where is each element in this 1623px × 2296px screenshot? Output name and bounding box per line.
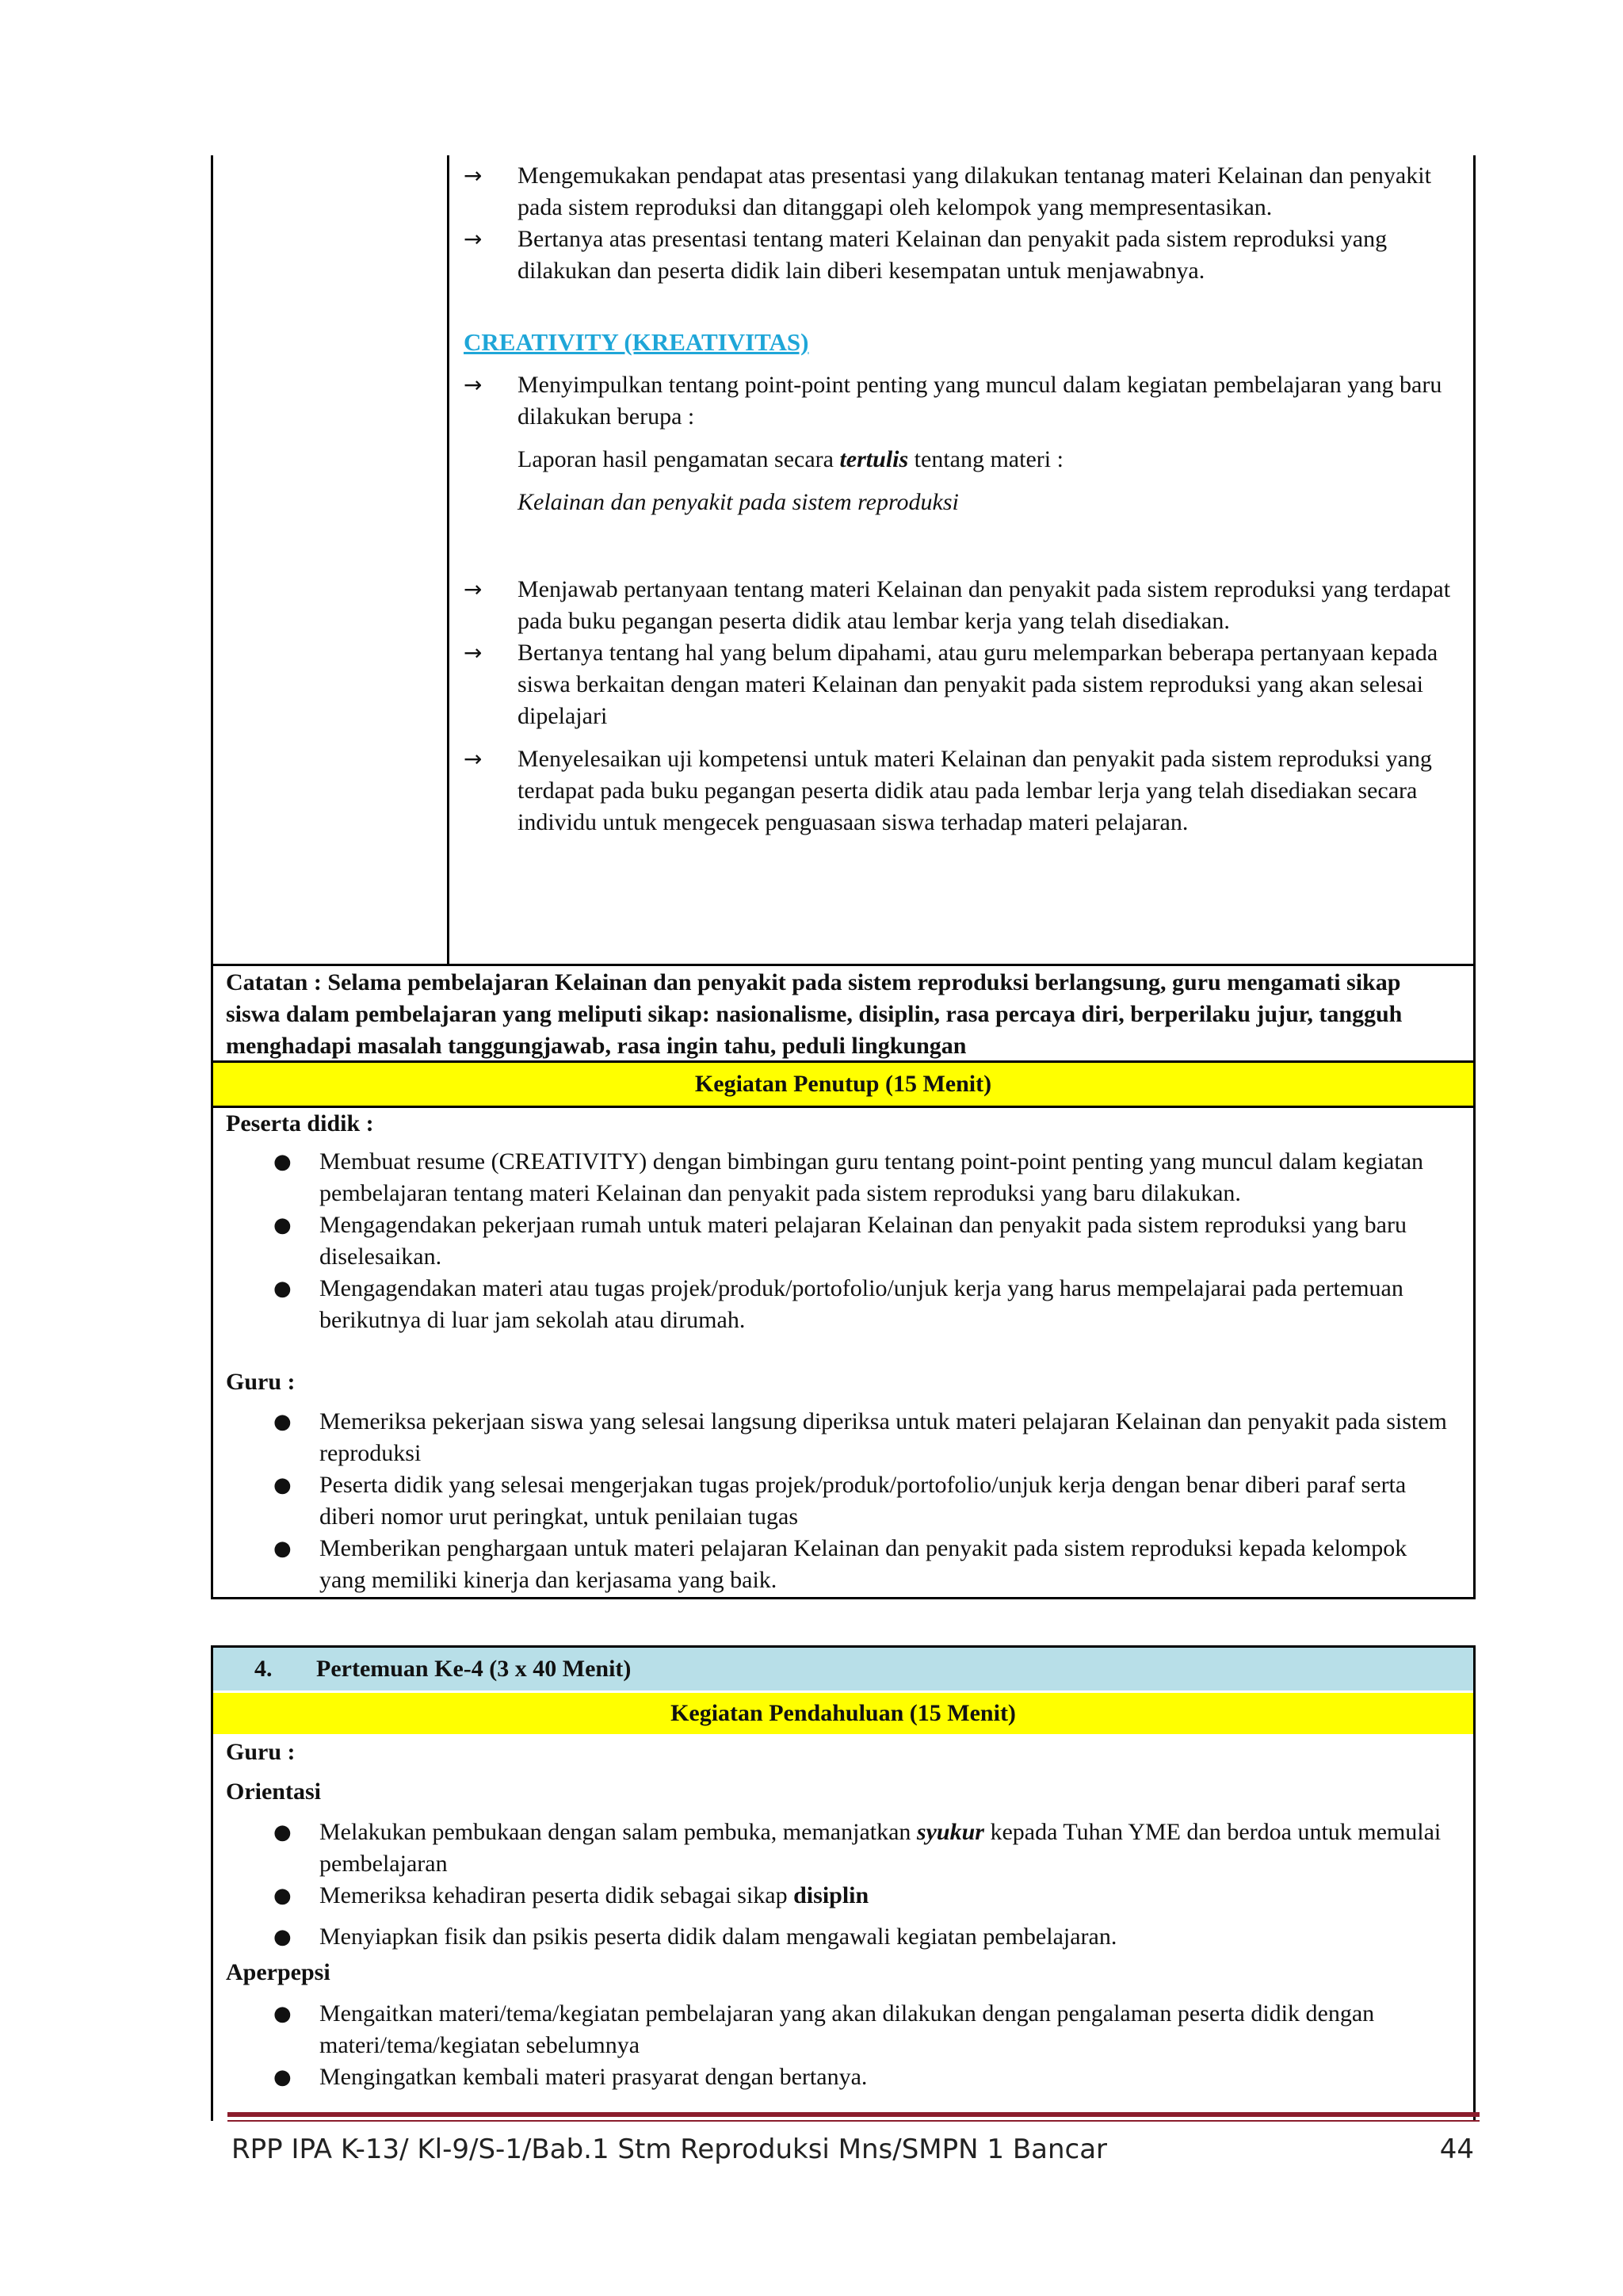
pertemuan-title: Pertemuan Ke-4 (3 x 40 Menit) [316, 1656, 632, 1682]
pertemuan-header [213, 1648, 1473, 1690]
footer-title: RPP IPA K-13/ Kl-9/S-1/Bab.1 Stm Reproduksi Mns/SMPN 1 Bancar [231, 2134, 1108, 2165]
lesson-table-pertemuan [211, 1645, 1476, 2121]
list-item: ● Memeriksa kehadiran peserta didik sebagai sikap disiplin [273, 1880, 1454, 1912]
arrow-icon: → [464, 372, 483, 398]
activity-content [464, 160, 1462, 839]
orientasi-list [273, 1817, 1454, 1953]
report-topic: Kelainan dan penyakit pada sistem reproduksi [517, 489, 959, 515]
note-text: Catatan : Selama pembelajaran Kelainan dan penyakit pada sistem reproduksi berlangsung, guru mengamati sikap siswa dalam pembelajaran yang meliputi sikap: nasionalisme, disiplin, rasa percaya diri, berperilaku jujur, tangguh menghadapi masalah tanggungjawab, rasa ingin tahu, peduli lingkungan [226, 969, 1403, 1059]
peserta-list [273, 1146, 1454, 1336]
bullet-icon: ● [273, 1213, 292, 1237]
list-item: ● Mengaitkan materi/tema/kegiatan pembelajaran yang akan dilakukan dengan pengalaman peserta didik dengan materi/tema/kegiatan sebelumnya [273, 1998, 1454, 2061]
bullet-icon: ● [273, 1473, 292, 1497]
list-item: → Bertanya atas presentasi tentang materi Kelainan dan penyakit pada sistem reproduksi yang dilakukan dan peserta didik lain diberi kesempatan untuk menjawabnya. [464, 223, 1462, 287]
list-item: ● Memeriksa pekerjaan siswa yang selesai langsung diperiksa untuk materi pelajaran Kelainan dan penyakit pada sistem reproduksi [273, 1406, 1454, 1469]
footer-rule [227, 2112, 1480, 2117]
bullet-icon: ● [273, 1537, 292, 1561]
bullet-icon: ● [273, 1820, 292, 1844]
footer-rule [227, 2120, 1480, 2122]
guru-label: Guru : [226, 1739, 296, 1765]
report-line: Laporan hasil pengamatan secara tertulis tentang materi : [517, 446, 1064, 472]
bullet-icon: ● [273, 2065, 292, 2089]
bullet-icon: ● [273, 1410, 292, 1434]
creativity-heading: CREATIVITY (KREATIVITAS) [464, 328, 809, 356]
list-item: ● Melakukan pembukaan dengan salam pembuka, memanjatkan syukur kepada Tuhan YME dan berdoa untuk memulai pembelajaran [273, 1817, 1454, 1880]
bullet-icon: ● [273, 2002, 292, 2026]
list-item: → Menyelesaikan uji kompetensi untuk materi Kelainan dan penyakit pada sistem reproduksi yang terdapat pada buku pegangan peserta didik atau pada lembar lerja yang telah disediakan secara individu untuk mengecek penguasaan siswa terhadap materi pelajaran. [464, 743, 1462, 839]
aperpepsi-list [273, 1998, 1454, 2093]
guru-list [273, 1406, 1454, 1596]
arrow-icon: → [464, 576, 483, 602]
row-divider [213, 964, 1473, 966]
orientasi-label: Orientasi [226, 1778, 321, 1805]
pertemuan-number: 4. [254, 1656, 273, 1682]
pendahuluan-header: Kegiatan Pendahuluan (15 Menit) [213, 1693, 1473, 1734]
list-item: ● Mengagendakan pekerjaan rumah untuk materi pelajaran Kelainan dan penyakit pada sistem reproduksi yang baru diselesaikan. [273, 1209, 1454, 1273]
arrow-icon: → [464, 640, 483, 666]
list-item: → Bertanya tentang hal yang belum dipahami, atau guru melemparkan beberapa pertanyaan kepada siswa berkaitan dengan materi Kelainan dan penyakit pada sistem reproduksi yang akan selesai dipelajari [464, 637, 1462, 732]
aperpepsi-label: Aperpepsi [226, 1959, 330, 1985]
list-item: → Menyimpulkan tentang point-point penting yang muncul dalam kegiatan pembelajaran yang baru dilakukan berupa : [464, 369, 1462, 433]
page-number: 44 [1439, 2134, 1474, 2165]
bullet-icon: ● [273, 1884, 292, 1908]
penutup-header: Kegiatan Penutup (15 Menit) [213, 1063, 1473, 1106]
guru-label: Guru : [226, 1369, 296, 1395]
list-item: ● Peserta didik yang selesai mengerjakan tugas projek/produk/portofolio/unjuk kerja dengan benar diberi paraf serta diberi nomor urut peringkat, untuk penilaian tugas [273, 1469, 1454, 1533]
list-item: → Mengemukakan pendapat atas presentasi yang dilakukan tentanag materi Kelainan dan penyakit pada sistem reproduksi dan ditanggapi oleh kelompok yang mempresentasikan. [464, 160, 1462, 223]
arrow-icon: → [464, 746, 483, 772]
list-item: ● Mengagendakan materi atau tugas projek/produk/portofolio/unjuk kerja yang harus mempelajarai pada pertemuan berikutnya di luar jam sekolah atau dirumah. [273, 1273, 1454, 1336]
list-item: ● Menyiapkan fisik dan psikis peserta didik dalam mengawali kegiatan pembelajaran. [273, 1921, 1454, 1953]
list-item: ● Membuat resume (CREATIVITY) dengan bimbingan guru tentang point-point penting yang muncul dalam kegiatan pembelajaran tentang materi Kelainan dan penyakit pada sistem reproduksi yang baru dilakukan. [273, 1146, 1454, 1209]
row-divider [213, 1106, 1473, 1108]
arrow-icon: → [464, 226, 483, 252]
lesson-table-top [211, 155, 1476, 1599]
list-item: → Menjawab pertanyaan tentang materi Kelainan dan penyakit pada sistem reproduksi yang terdapat pada buku pegangan peserta didik atau lembar kerja yang telah disediakan. [464, 574, 1462, 637]
list-item: ● Memberikan penghargaan untuk materi pelajaran Kelainan dan penyakit pada sistem reproduksi kepada kelompok yang memiliki kinerja dan kerjasama yang baik. [273, 1533, 1454, 1596]
arrow-icon: → [464, 162, 483, 189]
bullet-icon: ● [273, 1150, 292, 1174]
column-divider [447, 155, 449, 964]
bullet-icon: ● [273, 1925, 292, 1949]
peserta-label: Peserta didik : [226, 1110, 374, 1137]
list-item: ● Mengingatkan kembali materi prasyarat dengan bertanya. [273, 2061, 1454, 2093]
bullet-icon: ● [273, 1277, 292, 1301]
